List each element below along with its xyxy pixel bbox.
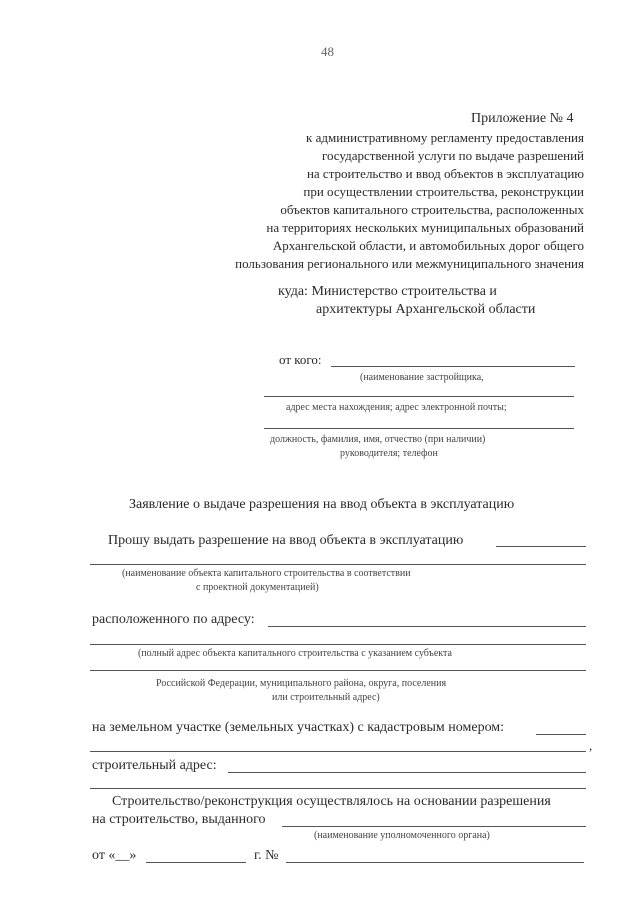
cadastral-number-field[interactable] — [536, 734, 586, 735]
cadastral-number-field-2[interactable] — [90, 751, 586, 752]
address-field-2[interactable] — [90, 644, 586, 645]
recipient-line: куда: Министерство строительства и — [278, 284, 497, 299]
form-title: Заявление о выдаче разрешения на ввод объекта в эксплуатацию — [129, 497, 515, 512]
address-label: расположенного по адресу: — [92, 612, 255, 627]
object-hint: с проектной документацией) — [196, 582, 319, 593]
sender-hint: адрес места нахождения; адрес электронной почты; — [286, 402, 507, 413]
appendix-line: при осуществлении строительства, реконструкции — [303, 184, 584, 199]
construction-text: Строительство/реконструкция осуществлялось на основании разрешения — [112, 794, 551, 809]
appendix-line: на территориях нескольких муниципальных образований — [266, 220, 584, 235]
appendix-title: Приложение № 4 — [471, 111, 574, 126]
address-field[interactable] — [268, 626, 586, 627]
appendix-line: на строительство и ввод объектов в эксплуатацию — [306, 166, 584, 181]
appendix-line: Архангельской области, и автомобильных дорог общего — [272, 238, 584, 253]
page-number: 48 — [321, 44, 334, 59]
appendix-line: государственной услуги по выдаче разрешений — [321, 148, 584, 163]
object-name-field-2[interactable] — [90, 564, 586, 565]
object-hint: (наименование объекта капитального строительства в соответствии — [122, 568, 411, 579]
sender-hint: руководителя; телефон — [340, 448, 438, 459]
build-address-label: строительный адрес: — [92, 758, 217, 773]
sender-hint: должность, фамилия, имя, отчество (при наличии) — [270, 434, 486, 445]
date-prefix: от «__» — [92, 848, 137, 863]
permit-number-field[interactable] — [286, 862, 584, 863]
comma-mark: , — [589, 738, 593, 753]
authority-hint: (наименование уполномоченного органа) — [314, 830, 490, 841]
sender-hint: (наименование застройщика, — [360, 372, 484, 383]
land-label: на земельном участке (земельных участках) с кадастровым номером: — [92, 720, 505, 735]
address-hint: (полный адрес объекта капитального строительства с указанием субъекта — [138, 648, 452, 659]
appendix-line: к административному регламенту предоставления — [306, 130, 584, 145]
recipient-line: архитектуры Архангельской области — [316, 302, 536, 317]
construction-text: на строительство, выданного — [92, 812, 266, 827]
number-label: г. № — [254, 848, 279, 863]
address-hint: или строительный адрес) — [272, 692, 380, 703]
sender-address-field[interactable] — [264, 396, 574, 397]
build-address-field-2[interactable] — [90, 788, 586, 789]
appendix-line: объектов капитального строительства, расположенных — [280, 202, 584, 217]
address-field-3[interactable] — [90, 670, 586, 671]
request-text: Прошу выдать разрешение на ввод объекта в эксплуатацию — [108, 533, 464, 548]
sender-name-field[interactable] — [331, 366, 575, 367]
authority-field[interactable] — [282, 826, 586, 827]
sender-contact-field[interactable] — [264, 428, 574, 429]
object-name-field[interactable] — [496, 546, 586, 547]
date-field[interactable] — [146, 862, 246, 863]
build-address-field[interactable] — [228, 772, 586, 773]
address-hint: Российской Федерации, муниципального района, округа, поселения — [156, 678, 447, 689]
appendix-line: пользования регионального или межмуниципального значения — [235, 256, 584, 271]
sender-label: от кого: — [279, 352, 322, 367]
